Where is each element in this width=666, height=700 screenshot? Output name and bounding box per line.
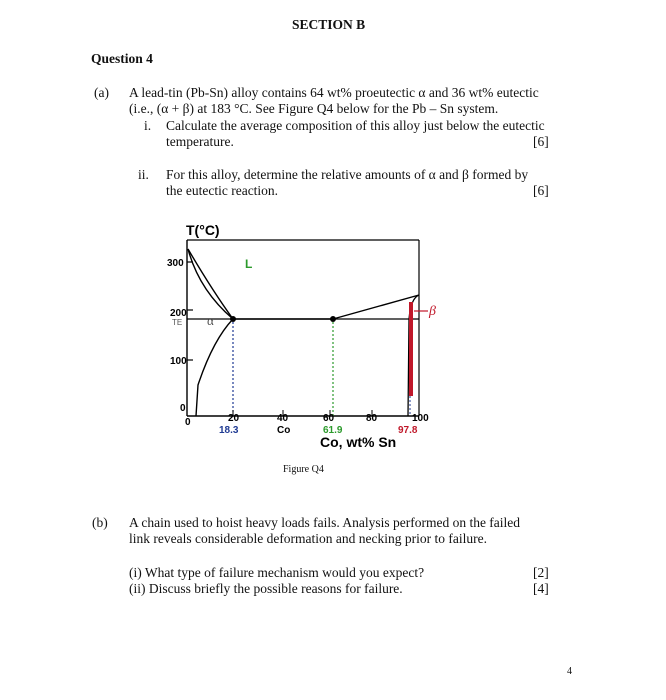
phase-L-label: L <box>245 257 253 271</box>
section-title: SECTION B <box>292 17 366 32</box>
sub-i-line1: Calculate the average composition of this alloy just below the eutectic <box>166 118 545 133</box>
part-b-q2-marks: [4] <box>533 581 549 596</box>
phase-beta-label: β <box>429 304 436 319</box>
value-97-8: 97.8 <box>398 425 418 436</box>
sub-ii-line2: the eutectic reaction. <box>166 183 279 198</box>
part-b-q1-marks: [2] <box>533 565 549 580</box>
part-a-label: (a) <box>94 85 109 100</box>
page-number: 4 <box>567 666 572 677</box>
value-61-9: 61.9 <box>323 425 343 436</box>
te-label: TE <box>172 318 183 327</box>
x-label-40: 40 <box>277 413 289 424</box>
y-label-100: 100 <box>170 356 187 367</box>
liquidus-left <box>188 249 333 319</box>
part-b-line2: link reveals considerable deformation and necking prior to failure. <box>129 531 487 546</box>
part-b-label: (b) <box>92 515 108 530</box>
sub-i-marks: [6] <box>533 134 549 149</box>
sub-ii-line1: For this alloy, determine the relative amounts of α and β formed by <box>166 167 529 182</box>
x-label-20: 20 <box>228 413 240 424</box>
y-label-300: 300 <box>167 258 184 269</box>
beta-region <box>409 302 413 396</box>
question-title: Question 4 <box>91 51 153 66</box>
figure-caption: Figure Q4 <box>283 464 324 475</box>
sub-i-line2: temperature. <box>166 134 234 149</box>
x-label-0: 0 <box>185 417 191 428</box>
part-b-line1: A chain used to hoist heavy loads fails. Analysis performed on the failed <box>129 515 521 530</box>
part-b-q2: (ii) Discuss briefly the possible reasons for failure. <box>129 581 403 596</box>
phase-alpha-label: α <box>207 313 214 328</box>
x-axis-label: Co, wt% Sn <box>320 434 397 450</box>
part-a-line1: A lead-tin (Pb-Sn) alloy contains 64 wt% proeutectic α and 36 wt% eutectic <box>129 85 539 100</box>
x-label-80: 80 <box>366 413 378 424</box>
x-co-tick: Co <box>277 425 291 436</box>
y-label-0: 0 <box>180 403 186 414</box>
solvus-left <box>196 319 233 416</box>
value-18-3: 18.3 <box>219 425 239 436</box>
x-label-100: 100 <box>412 413 429 424</box>
sub-ii-label: ii. <box>138 167 149 182</box>
x-label-60: 60 <box>323 413 335 424</box>
sub-i-label: i. <box>144 118 152 133</box>
liquidus-right <box>333 295 419 319</box>
alpha-limit-point <box>230 316 236 322</box>
part-b-q1: (i) What type of failure mechanism would you expect? <box>129 565 425 580</box>
y-label-200: 200 <box>170 308 187 319</box>
part-a-line2: (i.e., (α + β) at 183 °C. See Figure Q4 below for the Pb – Sn system. <box>129 101 499 116</box>
sub-ii-marks: [6] <box>533 183 549 198</box>
y-axis-label: T(°C) <box>186 222 220 238</box>
eutectic-point <box>330 316 336 322</box>
